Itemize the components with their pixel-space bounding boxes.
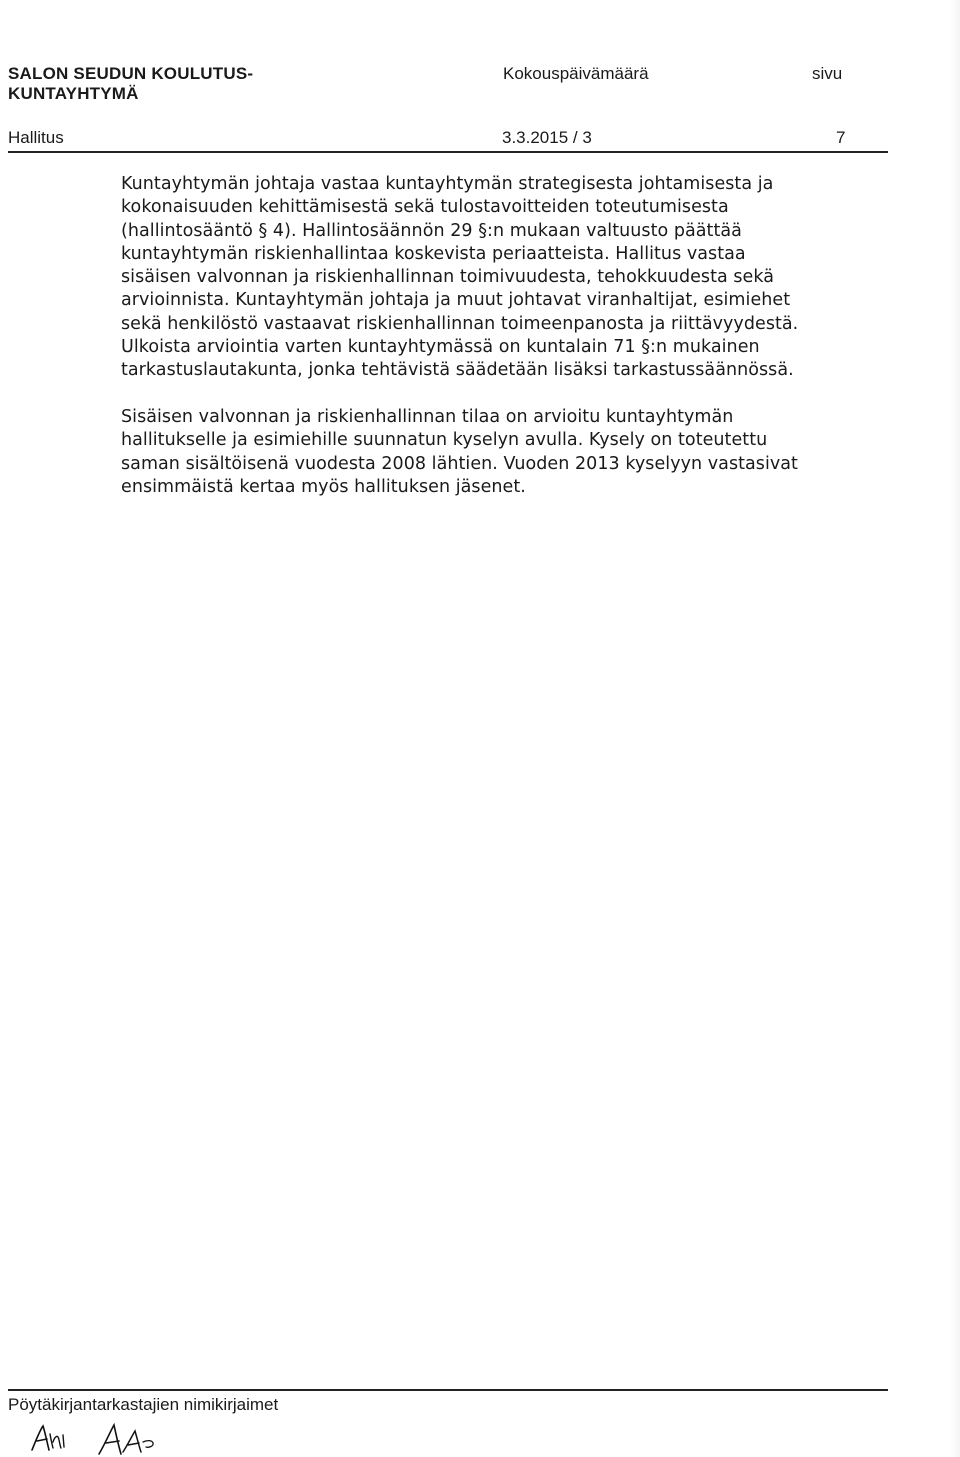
organization-name <box>8 64 253 104</box>
signature-initials-1 <box>30 1422 78 1454</box>
paragraph-line: (hallintosääntö § 4). Hallintosäännön 29 §:n mukaan valtuusto päättää <box>121 220 742 241</box>
paragraph-line: saman sisältöisenä vuodesta 2008 lähtien. Vuoden 2013 kyselyyn vastasivat <box>121 453 798 474</box>
organization-name-line2: KUNTAYHTYMÄ <box>8 84 139 103</box>
paragraph-2 <box>121 406 881 499</box>
governing-body: Hallitus <box>8 128 64 147</box>
scan-edge-shading <box>950 0 960 1457</box>
inspectors-initials-label: Pöytäkirjantarkastajien nimikirjaimet <box>8 1395 279 1414</box>
organization-name-line1: SALON SEUDUN KOULUTUS- <box>8 64 254 83</box>
meeting-date-section: 3.3.2015 / 3 <box>502 128 592 147</box>
paragraph-line: tarkastuslautakunta, jonka tehtävistä säädetään lisäksi tarkastussäännössä. <box>121 360 794 381</box>
page-label: sivu <box>812 64 843 83</box>
paragraph-line: Sisäisen valvonnan ja riskienhallinnan tilaa on arvioitu kuntayhtymän <box>121 407 734 427</box>
paragraph-line: kokonaisuuden kehittämisestä sekä tulostavoitteiden toteutumisesta <box>121 197 729 218</box>
paragraph-line: arvioinnista. Kuntayhtymän johtaja ja muut johtavat viranhaltijat, esimiehet <box>121 290 791 311</box>
paragraph-line: sekä henkilöstö vastaavat riskienhallinnan toimeenpanosta ja riittävyydestä. <box>121 313 799 334</box>
paragraph-1 <box>121 173 881 383</box>
meeting-date-label: Kokouspäivämäärä <box>503 64 649 83</box>
signature-initials-2 <box>97 1422 161 1456</box>
page-number: 7 <box>836 128 846 147</box>
paragraph-line: hallitukselle ja esimiehille suunnatun kyselyn avulla. Kysely on toteutettu <box>121 430 768 451</box>
paragraph-line: ensimmäistä kertaa myös hallituksen jäsenet. <box>121 476 526 497</box>
paragraph-line: kuntayhtymän riskienhallintaa koskevista periaatteista. Hallitus vastaa <box>121 243 746 264</box>
paragraph-line: sisäisen valvonnan ja riskienhallinnan toimivuudesta, tehokkuudesta sekä <box>121 267 775 288</box>
header-divider <box>8 151 888 153</box>
footer-divider <box>8 1389 888 1391</box>
paragraph-line: Ulkoista arviointia varten kuntayhtymässä on kuntalain 71 §:n mukainen <box>121 337 760 358</box>
paragraph-line: Kuntayhtymän johtaja vastaa kuntayhtymän strategisesta johtamisesta ja <box>121 174 774 194</box>
